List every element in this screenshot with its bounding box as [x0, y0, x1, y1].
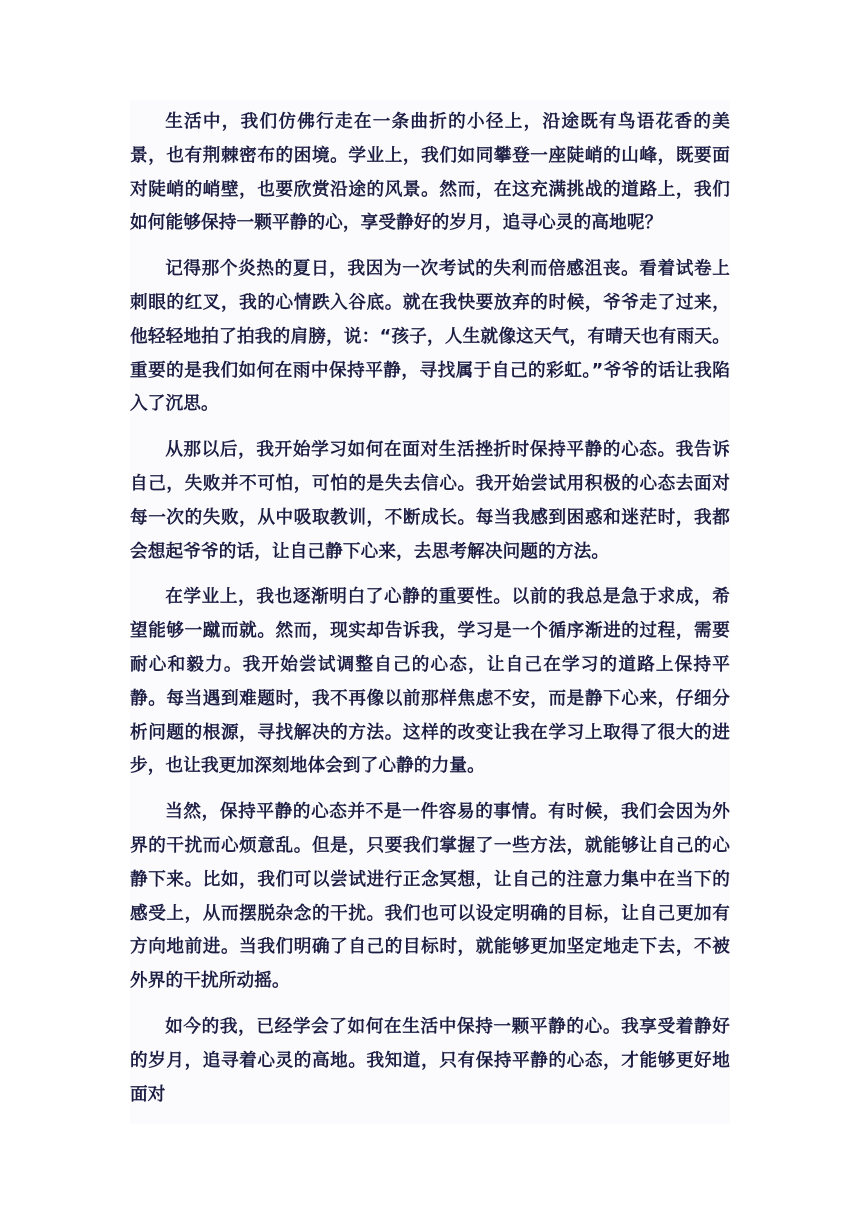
paragraph-4: 在学业上，我也逐渐明白了心静的重要性。以前的我总是急于求成，希望能够一蹴而就。然而，现实却告诉我，学习是一个循序渐进的过程，需要耐心和毅力。我开始尝试调整自己的心态，让自己在学习的道路上保持平静。每当遇到难题时，我不再像以前那样焦虑不安，而是静下心来，仔细分析问题的根源，寻找解决的方法。这样的改变让我在学习上取得了很大的进步，也让我更加深刻地体会到了心静的力量。 — [130, 587, 730, 777]
paragraph-2: 记得那个炎热的夏日，我因为一次考试的失利而倍感沮丧。看着试卷上刺眼的红叉，我的心情跌入谷底。就在我快要放弃的时候，爷爷走了过来，他轻轻地拍了拍我的肩膀，说：“孩子，人生就像这天气，有晴天也有雨天。重要的是我们如何在雨中保持平静，寻找属于自己的彩虹。”爷爷的话让我陷入了沉思。 — [130, 259, 730, 415]
paragraph-3: 从那以后，我开始学习如何在面对生活挫折时保持平静的心态。我告诉自己，失败并不可怕，可怕的是失去信心。我开始尝试用积极的心态去面对每一次的失败，从中吸取教训，不断成长。每当我感到困惑和迷茫时，我都会想起爷爷的话，让自己静下心来，去思考解决问题的方法。 — [130, 440, 730, 562]
essay-body — [130, 100, 730, 1124]
paragraph-1: 生活中，我们仿佛行走在一条曲折的小径上，沿途既有鸟语花香的美景，也有荆棘密布的困境。学业上，我们如同攀登一座陡峭的山峰，既要面对陡峭的峭壁，也要欣赏沿途的风景。然而，在这充满挑战的道路上，我们如何能够保持一颗平静的心，享受静好的岁月，追寻心灵的高地呢？ — [130, 112, 730, 234]
paragraph-5: 当然，保持平静的心态并不是一件容易的事情。有时候，我们会因为外界的干扰而心烦意乱。但是，只要我们掌握了一些方法，就能够让自己的心静下来。比如，我们可以尝试进行正念冥想，让自己的注意力集中在当下的感受上，从而摆脱杂念的干扰。我们也可以设定明确的目标，让自己更加有方向地前进。当我们明确了自己的目标时，就能够更加坚定地走下去，不被外界的干扰所动摇。 — [130, 802, 730, 992]
paragraph-6: 如今的我，已经学会了如何在生活中保持一颗平静的心。我享受着静好的岁月，追寻着心灵的高地。我知道，只有保持平静的心态，才能够更好地面对 — [130, 1016, 730, 1105]
